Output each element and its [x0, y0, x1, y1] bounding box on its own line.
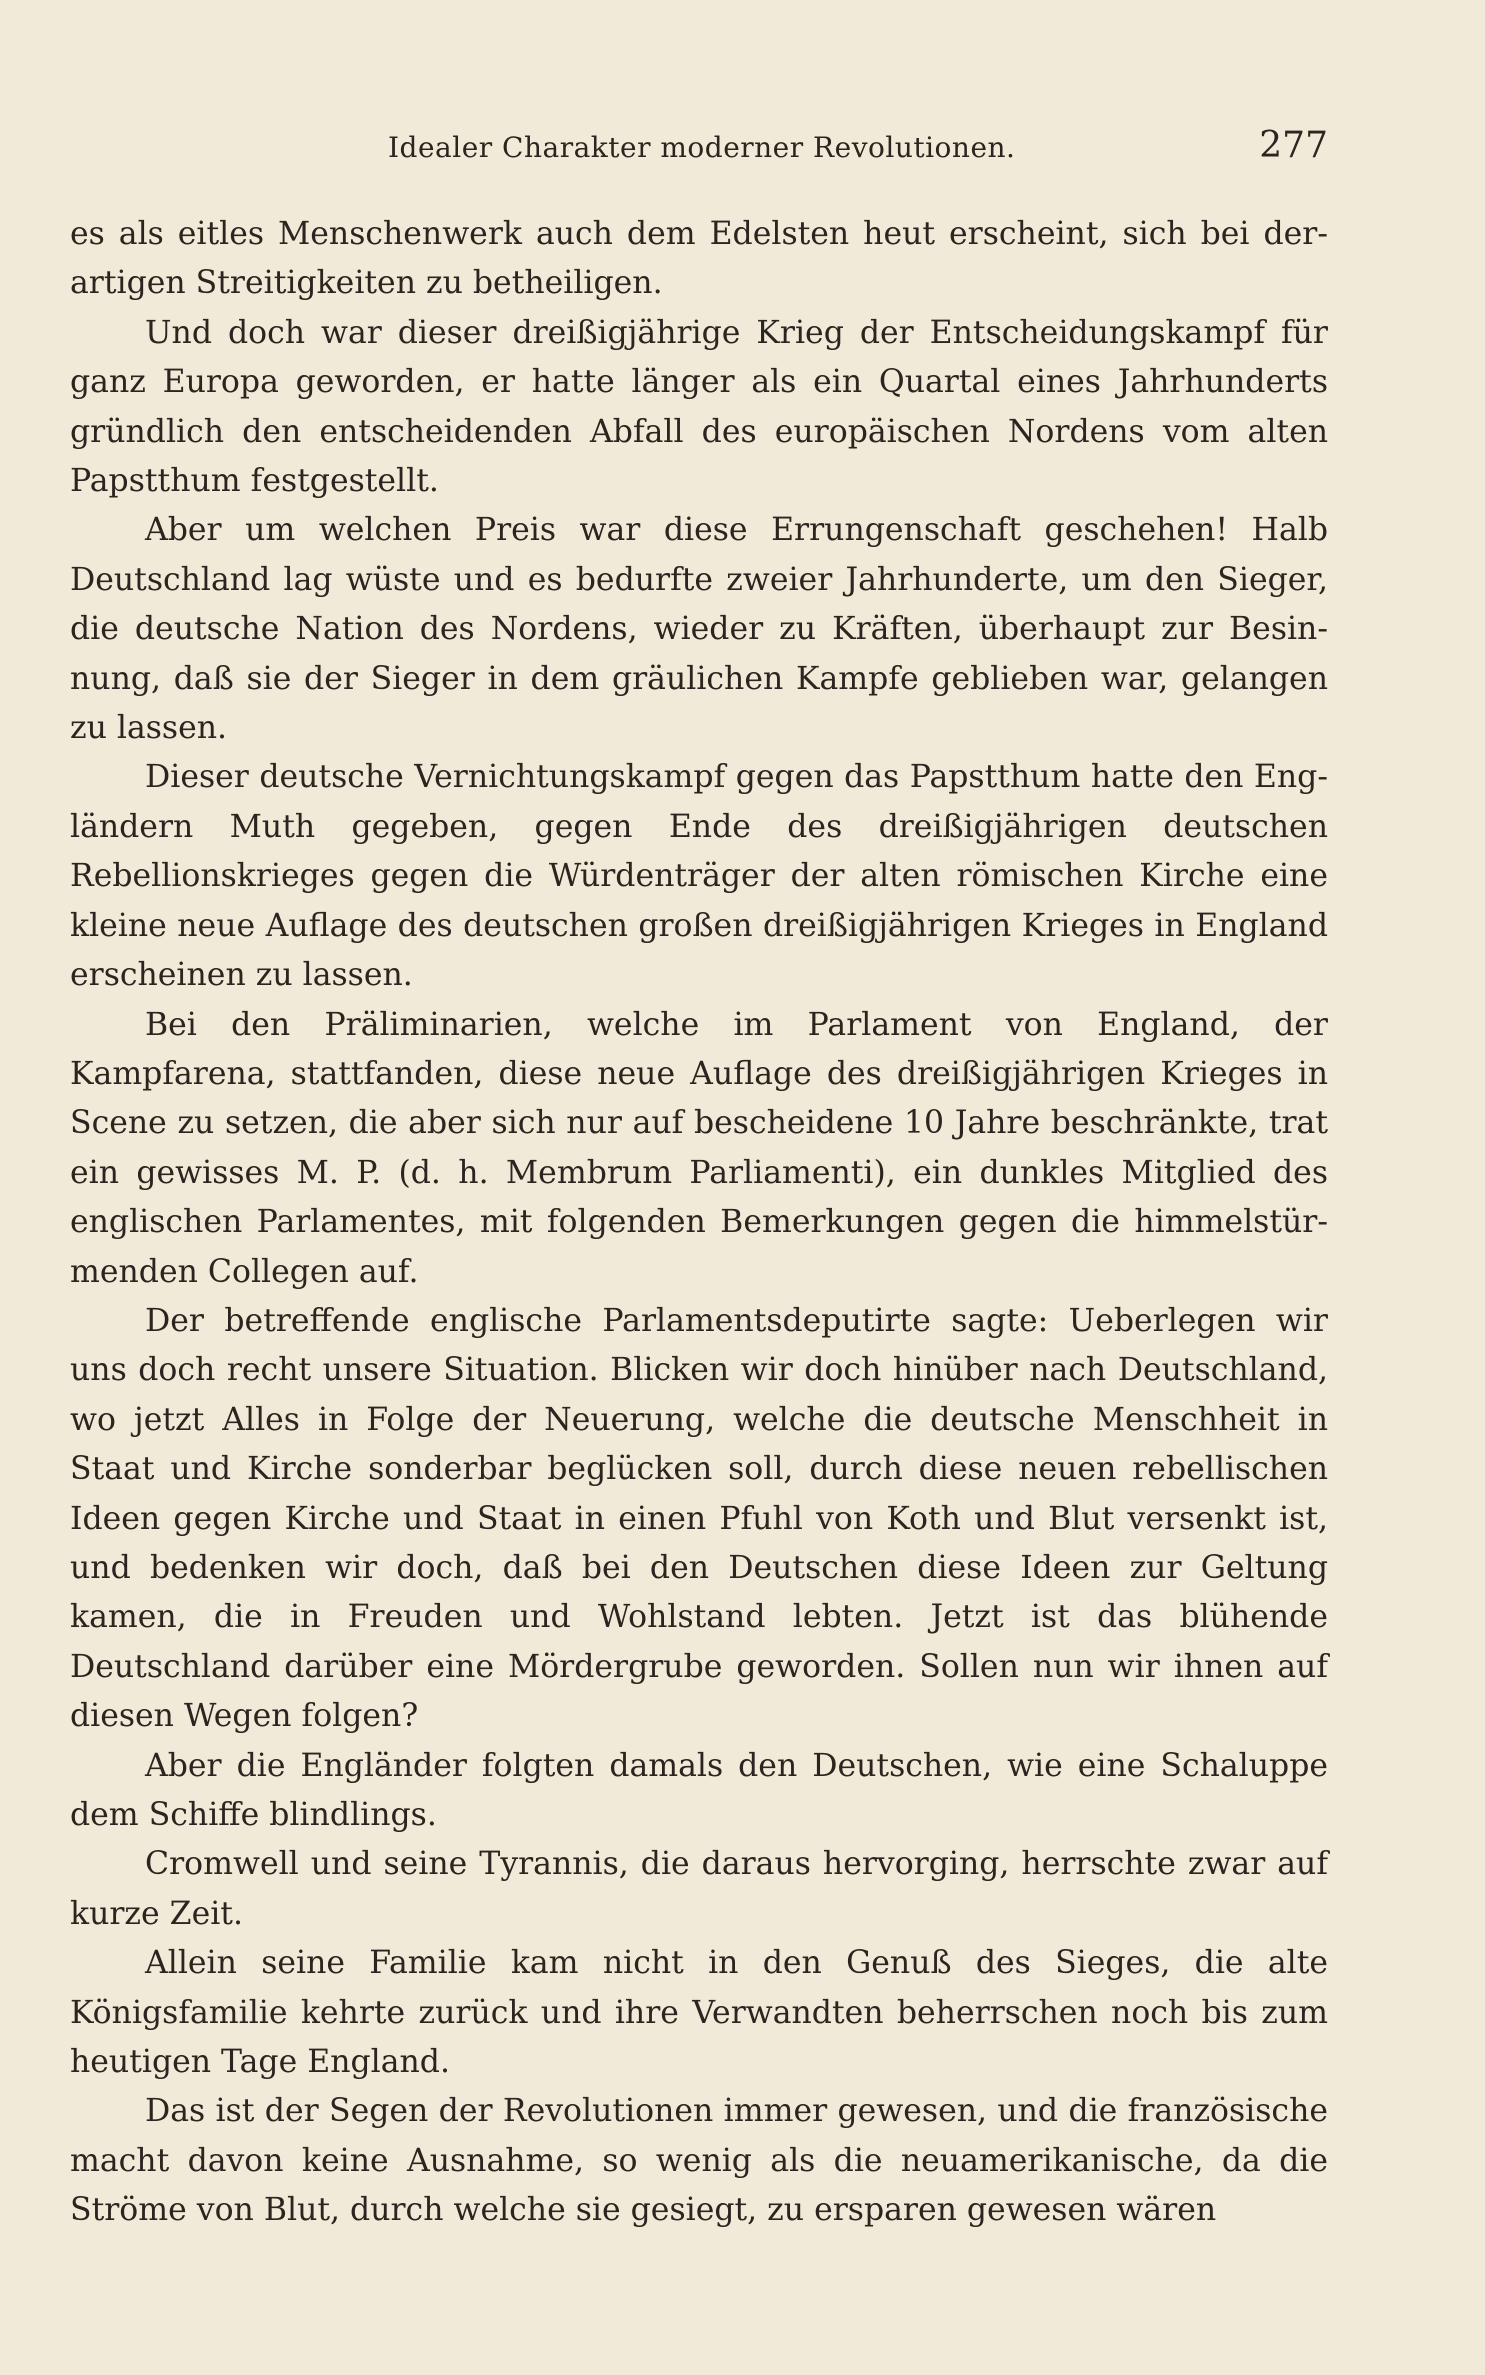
paragraph-7: Aber die Engländer folgten damals den Deutschen, wie eine Schaluppe dem Schiffe blindlings. [70, 1747, 1328, 1833]
running-header [70, 125, 1328, 175]
paragraph-4: Dieser deutsche Vernichtungskampf gegen das Papstthum hatte den Engländern Muth gegeben, gegen Ende des dreißigjährigen deutschen Rebellionskrieges gegen die Würdenträger der alten römischen Kirche eine kleine neue Auflage des deutschen großen dreißigjährigen Krieges in England erscheinen zu lassen. [70, 759, 1328, 994]
body-text [70, 210, 1328, 2236]
paragraph-1: es als eitles Menschenwerk auch dem Edelsten heut erscheint, sich bei derartigen Streitigkeiten zu betheiligen. [70, 216, 1328, 302]
paragraph-3: Aber um welchen Preis war diese Errungenschaft geschehen! Halb Deutschland lag wüste und es bedurfte zweier Jahrhunderte, um den Sieger, die deutsche Nation des Nordens, wieder zu Kräften, überhaupt zur Besinnung, daß sie der Sieger in dem gräulichen Kampfe geblieben war, gelangen zu lassen. [70, 512, 1328, 747]
paragraph-2: Und doch war dieser dreißigjährige Krieg der Entscheidungskampf für ganz Europa geworden, er hatte länger als ein Quartal eines Jahrhunderts gründlich den entscheidenden Abfall des europäischen Nordens vom alten Papstthum festgestellt. [70, 314, 1328, 500]
paragraph-9: Allein seine Familie kam nicht in den Genuß des Sieges, die alte Königsfamilie kehrte zurück und ihre Verwandten beherrschen noch bis zum heutigen Tage England. [70, 1945, 1328, 2081]
page-number: 277 [1259, 125, 1328, 166]
paragraph-10: Das ist der Segen der Revolutionen immer gewesen, und die französische macht davon keine Ausnahme, so wenig als die neuamerikanische, da die Ströme von Blut, durch welche sie gesiegt, zu ersparen gewesen wären [70, 2093, 1328, 2229]
paragraph-5: Bei den Präliminarien, welche im Parlament von England, der Kampfarena, stattfanden, diese neue Auflage des dreißigjährigen Krieges in Scene zu setzen, die aber sich nur auf bescheidene 10 Jahre beschränkte, trat ein gewisses M. P. (d. h. Membrum Parliamenti), ein dunkles Mitglied des englischen Parlamentes, mit folgenden Bemerkungen gegen die himmelstürmenden Collegen auf. [70, 1006, 1328, 1290]
paragraph-6: Der betreffende englische Parlamentsdeputirte sagte: Ueberlegen wir uns doch recht unsere Situation. Blicken wir doch hinüber nach Deutschland, wo jetzt Alles in Folge der Neuerung, welche die deutsche Menschheit in Staat und Kirche sonderbar beglücken soll, durch diese neuen rebellischen Ideen gegen Kirche und Staat in einen Pfuhl von Koth und Blut versenkt ist, und bedenken wir doch, daß bei den Deutschen diese Ideen zur Geltung kamen, die in Freuden und Wohlstand lebten. Jetzt ist das blühende Deutschland darüber eine Mördergrube geworden. Sollen nun wir ihnen auf diesen Wegen folgen? [70, 1302, 1328, 1735]
paragraph-8: Cromwell und seine Tyrannis, die daraus hervorging, herrschte zwar auf kurze Zeit. [70, 1846, 1328, 1932]
running-title: Idealer Charakter moderner Revolutionen. [388, 131, 1016, 164]
